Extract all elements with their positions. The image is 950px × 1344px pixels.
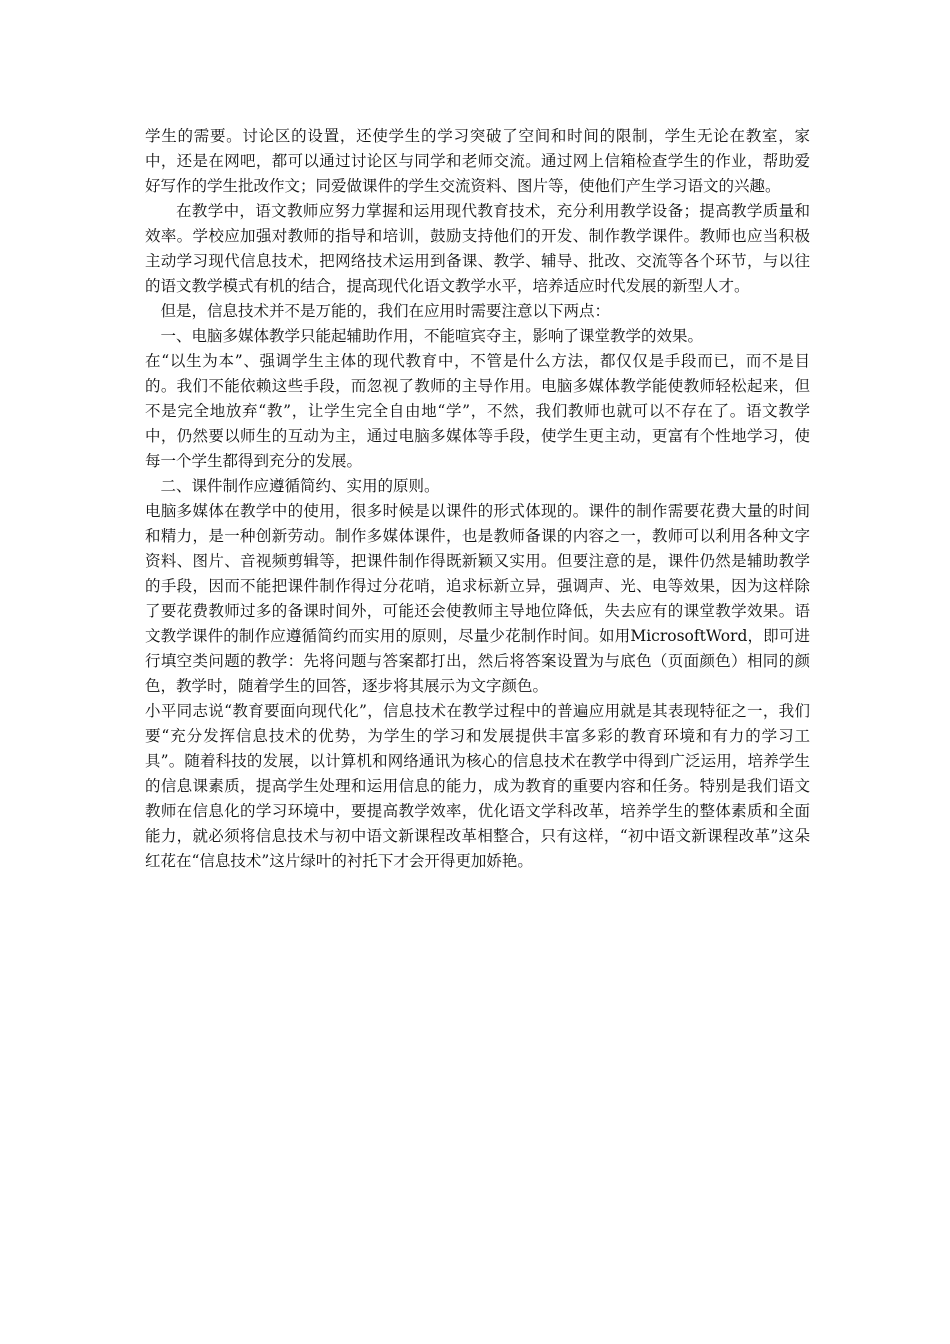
paragraph-caution-intro: 但是，信息技术并不是万能的，我们在应用时需要注意以下两点：: [160, 302, 611, 320]
paragraph-conclusion: 小平同志说“教育要面向现代化”，信息技术在教学过程中的普遍应用就是其表现特征之一，我们要“充分发挥信息技术的优势，为学生的学习和发展提供丰富多彩的教育环境和有力的学习工具”。随着科技的发展，以计算机和网络通讯为核心的信息技术在教学中得到广泛运用，培养学生的信息课素质，提高学生处理和运用信息的能力，成为教育的重要内容和任务。特别是我们语文教师在信息化的学习环境中，要提高教学效率，优化语文学科改革，培养学生的整体素质和全面能力，就必须将信息技术与初中语文新课程改革相整合，只有这样，“初中语文新课程改革”这朵红花在“信息技术”这片绿叶的衬托下才会开得更加娇艳。: [145, 702, 810, 870]
paragraph-point-one-body: 在“以生为本”、强调学生主体的现代教育中，不管是什么方法，都仅仅是手段而已，而不是目的。我们不能依赖这些手段，而忽视了教师的主导作用。电脑多媒体教学能使教师轻松起来，但不是完全地放弃“教”，让学生完全自由地“学”，不然，我们教师也就可以不存在了。语文教学中，仍然要以师生的互动为主，通过电脑多媒体等手段，使学生更主动，更富有个性地学习，使每一个学生都得到充分的发展。: [145, 352, 810, 470]
heading-point-two: 二、课件制作应遵循简约、实用的原则。: [160, 477, 440, 495]
paragraph-teacher-role: 在教学中，语文教师应努力掌握和运用现代教育技术，充分利用教学设备；提高教学质量和效率。学校应加强对教师的指导和培训，鼓励支持他们的开发、制作教学课件。教师也应当积极主动学习现代信息技术，把网络技术运用到备课、教学、辅导、批改、交流等各个环节，与以往的语文教学模式有机的结合，提高现代化语文教学水平，培养适应时代发展的新型人才。: [145, 202, 810, 295]
paragraph-point-two-body: 电脑多媒体在教学中的使用，很多时候是以课件的形式体现的。课件的制作需要花费大量的时间和精力，是一种创新劳动。制作多媒体课件，也是教师备课的内容之一，教师可以利用各种文字资料、图片、音视频剪辑等，把课件制作得既新颖又实用。但要注意的是，课件仍然是辅助教学的手段，因而不能把课件制作得过分花哨，追求标新立异，强调声、光、电等效果，因为这样除了要花费教师过多的备课时间外，可能还会使教师主导地位降低，失去应有的课堂教学效果。语文教学课件的制作应遵循简约而实用的原则，尽量少花制作时间。如用MicrosoftWord，即可进行填空类问题的教学：先将问题与答案都打出，然后将答案设置为与底色（页面颜色）相同的颜色，教学时，随着学生的回答，逐步将其展示为文字颜色。: [145, 502, 810, 695]
paragraph-continuation: 学生的需要。讨论区的设置，还使学生的学习突破了空间和时间的限制，学生无论在教室，家中，还是在网吧，都可以通过讨论区与同学和老师交流。通过网上信箱检查学生的作业，帮助爱好写作的学生批改作文；同爱做课件的学生交流资料、图片等，使他们产生学习语文的兴趣。: [145, 127, 810, 195]
heading-point-one: 一、电脑多媒体教学只能起辅助作用，不能喧宾夺主，影响了课堂教学的效果。: [160, 327, 704, 345]
document-body: [145, 124, 810, 874]
